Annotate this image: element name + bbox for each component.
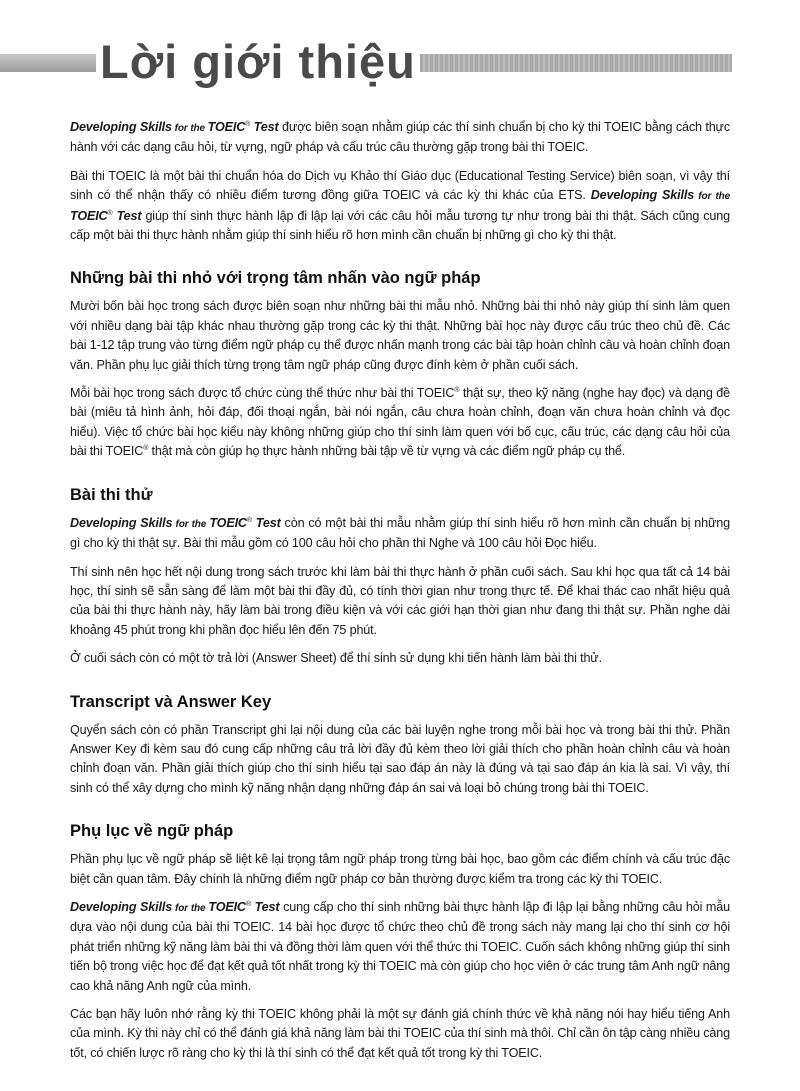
text-run: Thí sinh nên học hết nội dung trong sách trước khi làm bài thi thực hành ở phần cuối sách. Sau khi học qua tất cả 14 bài học, thí sinh sẽ sẵn sàng để làm một bài thi đầy đủ, có tính thời gian như trong thực tế. Để khai thác cao nhất hiệu quả của bài thi thực hành này, hãy làm bài trong điều kiện và với các giới hạn thời gian như đang thi thật sự. Phần nghe dài khoảng 45 phút trong khi phần đọc hiểu lên đến 75 phút. bbox=[70, 564, 730, 637]
registered-mark: ® bbox=[454, 386, 460, 394]
text-run: giúp thí sinh thực hành lập đi lập lại với các câu hỏi mẫu tương tự như trong bài thi thật. Sách cũng cung cấp một bài thi thực hành nhằm giúp thí sinh hiểu rõ hơn mình cần chuẩn bị những gì cho kỳ thi thật. bbox=[70, 208, 730, 243]
book-title-small-text: for the bbox=[694, 191, 730, 203]
book-title-small-text: for the bbox=[172, 518, 210, 530]
registered-mark: ® bbox=[245, 900, 251, 908]
book-title-text: TOEIC bbox=[209, 515, 247, 530]
book-title-text: Developing Skills bbox=[590, 188, 695, 203]
book-title-text: Test bbox=[112, 208, 142, 223]
text-run: Mười bốn bài học trong sách được biên soạn như những bài thi mẫu nhỏ. Những bài thi nhỏ này giúp thí sinh làm quen với nhiều dạng bài tập khác nhau thường gặp trong các kỳ thi thật. Những bài học này được cấu trúc theo chủ đề. Các bài 1-12 tập trung vào từng điểm ngữ pháp cụ thể được nhấn mạnh trong các bài tập hoàn chỉnh câu và hoàn chỉnh đoạn văn. Phần phụ lục giải thích từng trọng tâm ngữ pháp cũng được đính kèm ở phần cuối sách. bbox=[70, 299, 730, 372]
book-title-text: TOEIC bbox=[208, 899, 246, 914]
registered-mark: ® bbox=[107, 209, 113, 217]
text-run: thật sự, theo kỹ năng (nghe hay đọc) và dạng đề bài (miêu tả hình ảnh, hỏi đáp, đối thoại ngắn, bài nói ngắn, câu chưa hoàn chỉnh, đoạn văn chưa hoàn chỉnh và đọc hiểu). Việc tổ chức bài học kiểu này không những giúp cho thí sinh làm quen với bố cục, cấu trúc, các dạng câu hỏi của bài thi TOEIC bbox=[70, 386, 730, 459]
banner-bar-right bbox=[420, 54, 732, 72]
section-heading: Phụ lục về ngữ pháp bbox=[70, 822, 234, 841]
book-title-text: Developing Skills bbox=[70, 120, 172, 134]
text-run: Ở cuối sách còn có một tờ trả lời (Answer Sheet) để thí sinh sử dụng khi tiến hành làm bài thi thử. bbox=[70, 651, 602, 666]
book-title-text: TOEIC bbox=[207, 120, 246, 134]
book-title-text: Developing Skills bbox=[70, 899, 173, 914]
text-run: thật mà còn giúp họ thực hành những bài tập về từ vựng và các điểm ngữ pháp cụ thể. bbox=[148, 444, 626, 459]
book-title-text: Test bbox=[251, 515, 281, 530]
section-heading: Transcript và Answer Key bbox=[70, 692, 272, 711]
text-run: còn có một bài thi mẫu nhằm giúp thí sinh hiểu rõ hơn mình cần chuẩn bị những gì cho kỳ thi thật sự. Bài thi mẫu gồm có 100 câu hỏi cho phần thi Nghe và 100 câu hỏi Đọc hiểu. bbox=[70, 515, 730, 551]
text-run: Mỗi bài học trong sách được tổ chức cùng thể thức như bài thi TOEIC bbox=[70, 386, 455, 401]
paragraph bbox=[70, 563, 730, 641]
paragraph bbox=[70, 167, 730, 246]
text-run: Các bạn hãy luôn nhớ rằng kỳ thi TOEIC không phải là một sự đánh giá chính thức về khả năng nói hay hiểu tiếng Anh của mình. Kỳ thi này chỉ có thể đánh giá khả năng làm bài thi TOEIC của thí sinh mà thôi. Chỉ cần ôn tập càng nhiều càng tốt, có chiến lược rõ ràng cho kỳ thi là thí sinh có thể đạt kết quả tốt trong kỳ thi TOEIC. bbox=[70, 1007, 730, 1060]
document-body bbox=[70, 118, 730, 1072]
text-run: Bài thi TOEIC là một bài thi chuẩn hóa do Dịch vụ Khảo thí Giáo dục (Educational Testing Service) biên soạn, vì vậy thí sinh có thể nhận thấy có nhiều điểm tương đồng giữa TOEIC và các kỳ thi khác của ETS. bbox=[70, 168, 730, 203]
book-title-text: Test bbox=[250, 899, 280, 914]
book-title-small-text: for the bbox=[171, 123, 208, 134]
paragraph bbox=[70, 384, 730, 462]
paragraph bbox=[70, 850, 730, 889]
text-run: Phần phụ lục về ngữ pháp sẽ liệt kê lại trọng tâm ngữ pháp trong từng bài học, bao gồm các điểm chính và cấu trúc đặc biệt cần quan tâm. Đây chính là những điểm ngữ pháp cơ bản thường được kiểm tra trong các kỳ thi TOEIC. bbox=[70, 852, 730, 886]
title-banner bbox=[0, 35, 800, 90]
text-run: được biên soạn nhằm giúp các thí sinh chuẩn bị cho kỳ thi TOEIC bằng cách thực hành với các dạng câu hỏi, từ vựng, ngữ pháp và cấu trúc câu thường gặp trong bài thi TOEIC. bbox=[70, 120, 730, 155]
section-heading: Bài thi thử bbox=[70, 485, 153, 504]
paragraph bbox=[70, 1005, 730, 1063]
paragraph bbox=[70, 297, 730, 375]
page-title: Lời giới thiệu bbox=[100, 35, 416, 88]
registered-mark: ® bbox=[246, 516, 252, 524]
book-title-text: Test bbox=[250, 120, 279, 134]
paragraph bbox=[70, 649, 730, 668]
text-run: Quyển sách còn có phần Transcript ghi lại nội dung của các bài luyện nghe trong mỗi bài học và trong bài thi thử. Phần Answer Key đi kèm sau đó cung cấp những câu trả lời đầy đủ kèm theo lời giải thích cho phần hoàn chỉnh câu và hoàn chỉnh đoạn văn. Phần giải thích giúp cho thí sinh hiểu tại sao đáp án này là đúng và tại sao đáp án kia là sai. Vì vậy, thí sinh có thể xây dựng cho mình kỹ năng nhận dạng những đáp án sai và loại bỏ chúng trong bài thi TOEIC. bbox=[70, 722, 730, 795]
paragraph bbox=[70, 118, 730, 158]
book-title-text: Developing Skills bbox=[70, 515, 173, 530]
paragraph bbox=[70, 721, 730, 799]
book-title-text: TOEIC bbox=[70, 208, 108, 223]
paragraph bbox=[70, 514, 730, 554]
paragraph bbox=[70, 898, 730, 996]
registered-mark: ® bbox=[245, 120, 251, 128]
banner-bar-left bbox=[0, 54, 96, 72]
section-heading: Những bài thi nhỏ với trọng tâm nhấn vào ngữ pháp bbox=[70, 269, 481, 288]
registered-mark: ® bbox=[143, 445, 149, 453]
text-run: cung cấp cho thí sinh những bài thực hành lập đi lập lại bằng những câu hỏi mẫu dựa vào nội dung của bài thi TOEIC. 14 bài học được tổ chức theo chủ đề trong sách này mang lại cho thí sinh cơ hội phát triển những kỹ năng làm bài thi và đồng thời làm quen với thể thức thi TOEIC. Cuốn sách không những giúp thí sinh tiến bộ trong việc học để đạt kết quả tốt nhất trong kỳ thi TOEIC mà còn giúp cho học viên ở các trung tâm Anh ngữ nâng cao khả năng Anh ngữ của mình. bbox=[70, 899, 730, 993]
book-title-small-text: for the bbox=[172, 902, 209, 914]
